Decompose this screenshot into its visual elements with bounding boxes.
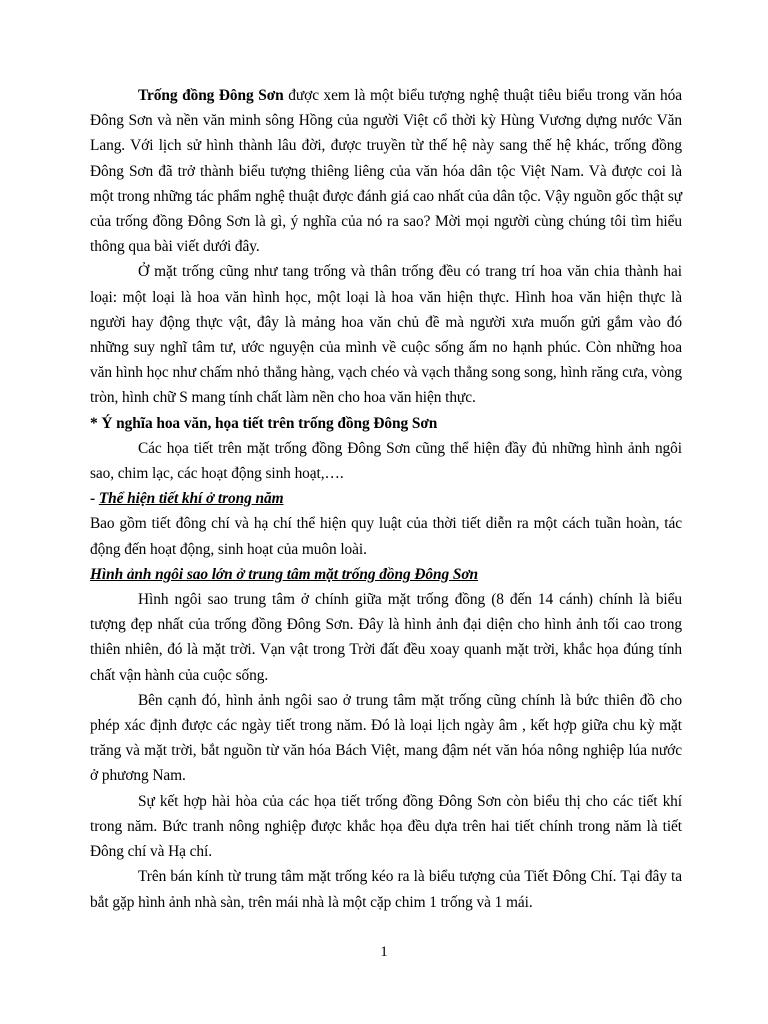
decoration-paragraph: Ở mặt trống cũng như tang trống và thân trống đều có trang trí hoa văn chia thành hai loại: một loại là hoa văn hình học, một loại là hoa văn hiện thực. Hình hoa văn hiện thực là người hay động thực vật, đây là mảng hoa văn chủ đề mà người xưa muốn gửi gắm vào đó những suy nghĩ tâm tư, ước nguyện của mình về cuộc sống ấm no hạnh phúc. Còn những hoa văn hình học như chấm nhỏ thẳng hàng, vạch chéo và vạch thẳng song song, hình răng cưa, vòng tròn, hình chữ S mang tính chất làm nền cho hoa văn hiện thực. — [90, 263, 682, 407]
subheading-dash: - — [90, 490, 99, 508]
intro-paragraph — [90, 83, 682, 259]
calendar-paragraph: Bên cạnh đó, hình ảnh ngôi sao ở trung tâm mặt trống cũng chính là bức thiên đồ cho phép xác định được các ngày tiết trong năm. Đó là loại lịch ngày âm , kết hợp giữa chu kỳ mặt trăng và mặt trời, bắt nguồn từ văn hóa Bách Việt, mang đậm nét văn hóa nông nghiệp lúa nước ở phương Nam. — [90, 691, 682, 785]
subheading-solar-terms — [90, 486, 682, 511]
intro-text: được xem là một biểu tượng nghệ thuật tiêu biểu trong văn hóa Đông Sơn và nền văn minh sông Hồng của người Việt cổ thời kỳ Hùng Vương dựng nước Văn Lang. Với lịch sử hình thành lâu đời, được truyền từ thế hệ này sang thế hệ khác, trống đồng Đông Sơn đã trở thành biểu tượng thiêng liêng của văn hóa dân tộc Việt Nam. Và được coi là một trong những tác phẩm nghệ thuật được đánh giá cao nhất của dân tộc. Vậy nguồn gốc thật sự của trống đồng Đông Sơn là gì, ý nghĩa của nó ra sao? Mời mọi người cùng chúng tôi tìm hiểu thông qua bài viết dưới đây. — [90, 87, 682, 256]
star-paragraph: Hình ngôi sao trung tâm ở chính giữa mặt trống đồng (8 đến 14 cánh) chính là biểu tượng đẹp nhất của trống đồng Đông Sơn. Đây là hình ảnh đại diện cho hình ảnh tối cao trong thiên nhiên, đó là mặt trời. Vạn vật trong Trời đất đều xoay quanh mặt trời, khắc họa đúng tính chất vận hành của cuộc sống. — [90, 591, 682, 684]
intro-bold-term: Trống đồng Đông Sơn — [138, 87, 284, 104]
harmony-paragraph: Sự kết hợp hài hòa của các họa tiết trống đồng Đông Sơn còn biểu thị cho các tiết khí trong năm. Bức tranh nông nghiệp được khắc họa đều dựa trên hai tiết chính trong năm là tiết Đông chí và Hạ chí. — [90, 792, 682, 861]
section-heading-meaning: * Ý nghĩa hoa văn, họa tiết trên trống đồng Đông Sơn — [90, 414, 438, 432]
page-number: 1 — [380, 944, 388, 960]
subheading-solar-terms-text: Thể hiện tiết khí ở trong năm — [98, 490, 284, 508]
solar-terms-paragraph: Bao gồm tiết đông chí và hạ chí thể hiện quy luật của thời tiết diễn ra một cách tuần hoàn, tác động đến hoạt động, sinh hoạt của muôn loài. — [90, 515, 682, 558]
subheading-star — [90, 562, 682, 587]
winter-solstice-paragraph: Trên bán kính từ trung tâm mặt trống kéo ra là biểu tượng của Tiết Đông Chí. Tại đây ta bắt gặp hình ảnh nhà sàn, trên mái nhà là một cặp chim 1 trống và 1 mái. — [90, 868, 682, 911]
motifs-paragraph: Các họa tiết trên mặt trống đồng Đông Sơn cũng thể hiện đầy đủ những hình ảnh ngôi sao, chim lạc, các hoạt động sinh hoạt,…. — [90, 439, 682, 483]
subheading-star-text: Hình ảnh ngôi sao lớn ở trung tâm mặt trống đồng Đông Sơn — [90, 565, 479, 583]
